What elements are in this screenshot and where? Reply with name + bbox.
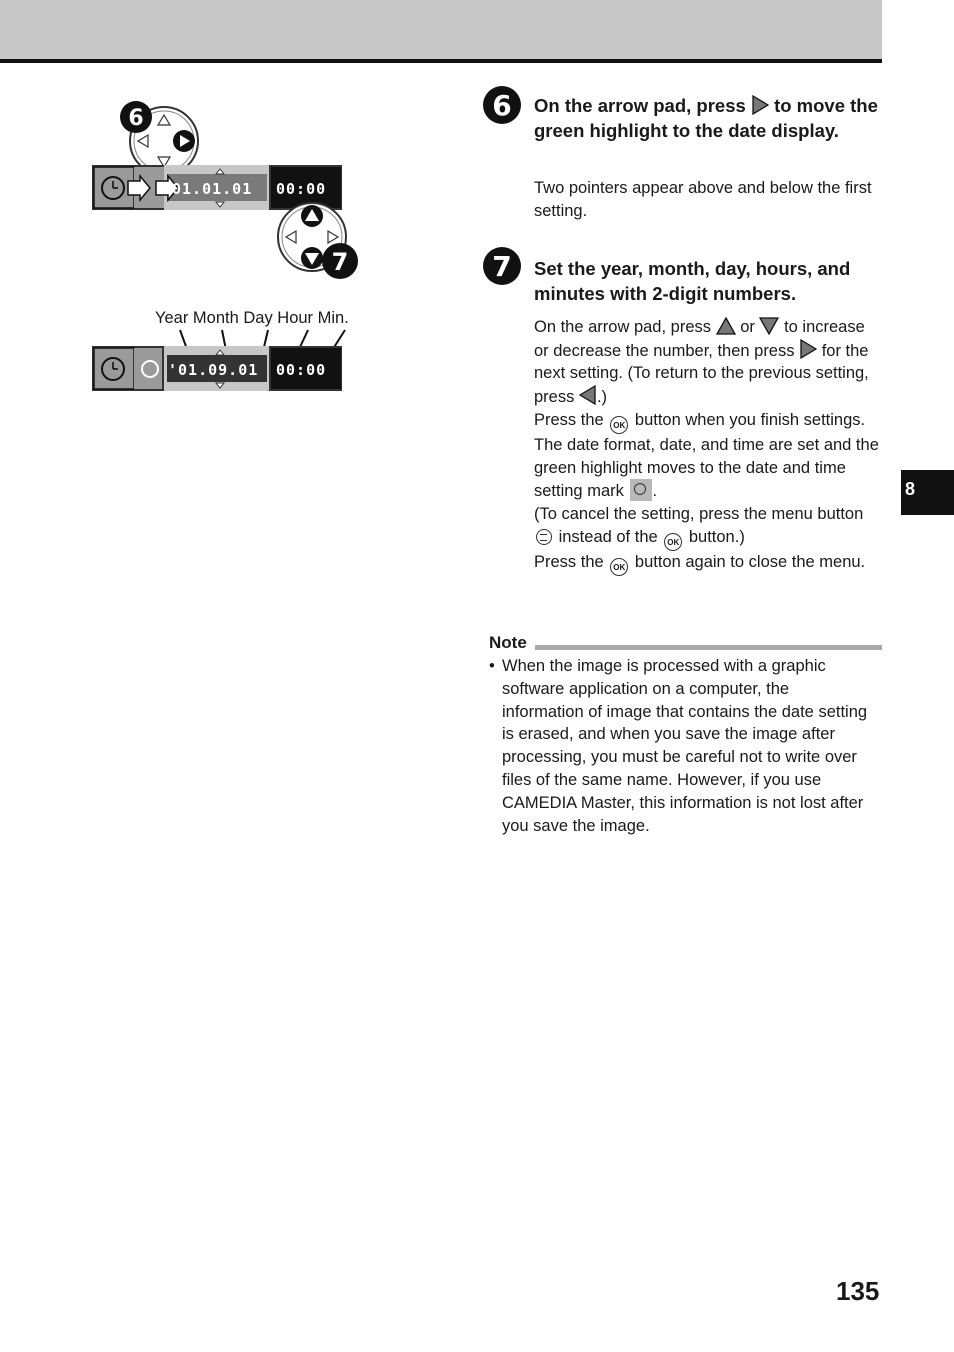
step-7-text: .	[652, 482, 658, 501]
header-band	[0, 0, 882, 60]
step-7-text: .)	[596, 388, 608, 407]
date-setting-figure	[90, 95, 390, 405]
clock-setting-mark-icon	[630, 479, 652, 501]
ok-button-icon: OK	[610, 558, 628, 576]
right-arrow-icon	[799, 339, 817, 359]
step-6-heading-a: On the arrow pad, press	[534, 95, 746, 116]
screen1-time-text: 00:00	[276, 180, 327, 198]
step-7-text: On the arrow pad, press	[534, 318, 712, 336]
chapter-tab: 8	[901, 470, 954, 515]
step-7-text: or	[740, 318, 755, 336]
step-7-text: for the next setting. (To return to the previous setting, press	[534, 341, 869, 407]
note-divider	[535, 645, 882, 650]
step-7-number-icon	[482, 246, 522, 286]
right-arrow-icon	[751, 95, 769, 115]
header-rule	[0, 59, 882, 63]
step-6-number-icon	[482, 85, 522, 125]
lcd-illustration	[90, 95, 390, 405]
svg-text:6: 6	[492, 89, 512, 122]
step-7-text: Press the	[534, 410, 604, 429]
step-7-text: button again to close the menu.	[634, 552, 866, 571]
step-6-heading	[534, 93, 884, 143]
badge-6-text: 6	[128, 106, 144, 131]
svg-text:7: 7	[492, 250, 512, 283]
step-7-text: (To cancel the setting, press the menu button	[534, 504, 864, 523]
ok-button-icon: OK	[664, 533, 682, 551]
down-arrow-icon	[759, 317, 779, 335]
badge-7-text: 7	[331, 248, 349, 276]
step-6-body: Two pointers appear above and below the first setting.	[534, 179, 872, 220]
note-section	[489, 633, 882, 837]
step-7-text: The date format, date, and time are set and the green highlight moves to the date and time setting mark	[534, 435, 879, 501]
step-6-heading-b: to move the green highlight to the date display.	[534, 95, 878, 141]
note-title: Note	[489, 633, 527, 652]
screen1-date-text: 01.01.01	[172, 180, 253, 198]
note-item: • When the image is processed with a graphic software application on a computer, the information of image that contains the date setting is erased, and when you save the image after processing, you must be careful not to write over files of the same name. However, if you use CAMEDIA Master, this information is not lost after you save the image.	[489, 655, 870, 837]
step-7-text: instead of the	[558, 527, 658, 546]
ok-button-icon: OK	[610, 416, 628, 434]
step-7-text: button when you finish settings.	[634, 410, 866, 429]
left-arrow-icon	[579, 385, 597, 405]
up-arrow-icon	[716, 317, 736, 335]
screen2-time-text: 00:00	[276, 361, 327, 379]
menu-button-icon	[536, 529, 552, 545]
step-7-text: button.)	[688, 527, 745, 546]
field-labels: Year Month Day Hour Min.	[155, 309, 349, 327]
step-7-body	[534, 316, 879, 576]
step-7-heading: Set the year, month, day, hours, and minutes with 2-digit numbers.	[534, 258, 851, 304]
screen2-date-text: '01.09.01	[168, 361, 259, 379]
step-7-text: to increase or decrease the number, then press	[534, 318, 865, 360]
step-7-text: Press the	[534, 552, 604, 571]
page-number: 135	[836, 1276, 880, 1306]
